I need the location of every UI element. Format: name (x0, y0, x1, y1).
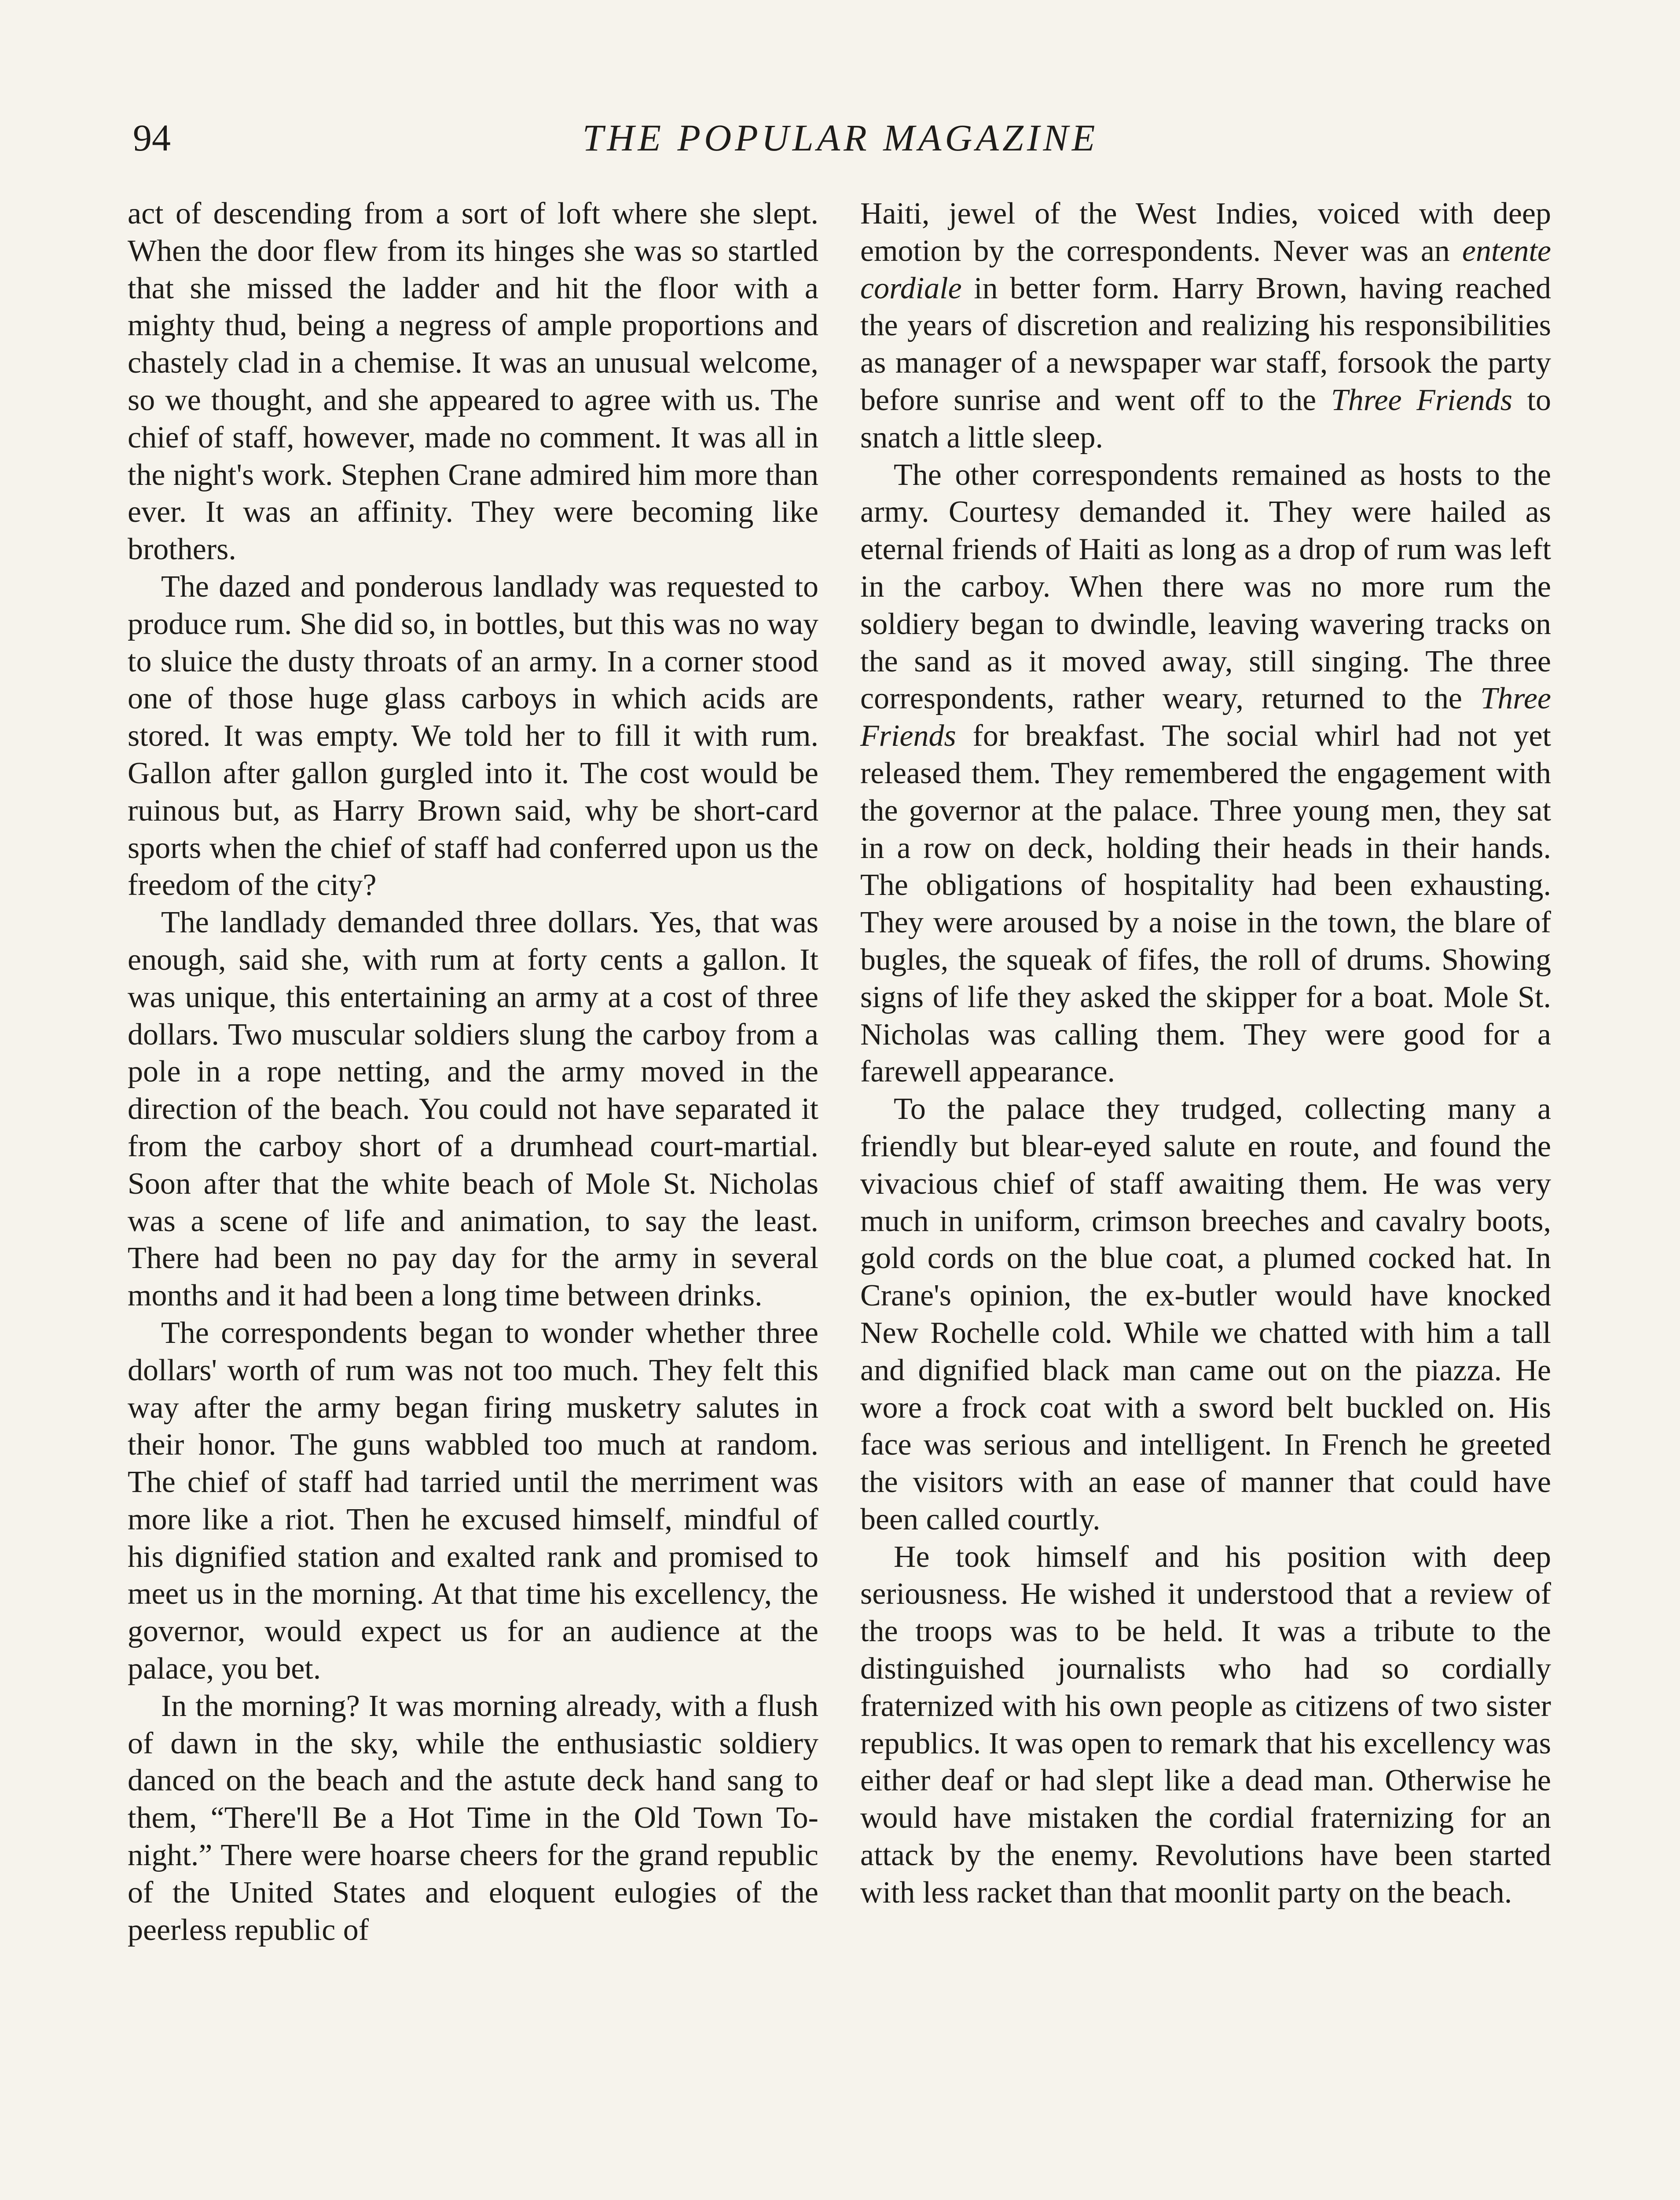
paragraph: The correspondents began to wonder whether three dollars' worth of rum was not too much. They felt this way after the army began firing musketry salutes in their honor. The guns wabbled too much at random. The chief of staff had tarried until the merriment was more like a riot. Then he excused himself, mindful of his dignified station and exalted rank and promised to meet us in the morning. At that time his excellency, the governor, would expect us for an audience at the palace, you bet. (128, 1316, 818, 1686)
italic-phrase: entente cordiale (860, 234, 1551, 305)
paragraph: In the morning? It was morning already, with a flush of dawn in the sky, while the enthusiastic soldiery danced on the beach and the astute deck hand sang to them, “There'll Be a Hot Time in the Old Town To-night.” There were hoarse cheers for the grand republic of the United States and eloquent eulogies of the peerless republic of (128, 1689, 818, 1947)
paragraph (860, 457, 1551, 1091)
text-run: for breakfast. The social whirl had not yet released them. They remembered the engagement with the governor at the palace. Three young men, they sat in a row on deck, holding their heads in their hands. The obligations of hospitality had been exhausting. They were aroused by a noise in the town, the blare of bugles, the squeak of fifes, the roll of drums. Showing signs of life they asked the skipper for a boat. Mole St. Nicholas was calling them. They were good for a farewell appearance. (860, 719, 1551, 1089)
paragraph (860, 195, 1551, 457)
running-title: THE POPULAR MAGAZINE (582, 117, 1099, 159)
paragraph: To the palace they trudged, collecting many a friendly but blear-eyed salute en route, and found the vivacious chief of staff awaiting them. He was very much in uniform, crimson breeches and cavalry boots, gold cords on the blue coat, a plumed cocked hat. In Crane's opinion, the ex-butler would have knocked New Rochelle cold. While we chatted with him a tall and dignified black man came out on the piazza. He wore a frock coat with a sword belt buckled on. His face was serious and intelligent. In French he greeted the visitors with an ease of manner that could have been called courtly. (860, 1092, 1551, 1536)
right-column (860, 195, 1551, 1912)
left-column (128, 195, 818, 1949)
italic-ship-name: Three Friends (860, 682, 1551, 753)
paragraph: act of descending from a sort of loft where she slept. When the door flew from its hinges she was so startled that she missed the ladder and hit the floor with a mighty thud, being a negress of ample proportions and chastely clad in a chemise. It was an unusual welcome, so we thought, and she appeared to agree with us. The chief of staff, however, made no comment. It was all in the night's work. Stephen Crane admired him more than ever. It was an affinity. They were becoming like brothers. (128, 197, 818, 567)
italic-ship-name: Three Friends (1331, 383, 1512, 417)
page-number: 94 (133, 117, 171, 159)
text-run: Haiti, jewel of the West Indies, voiced with deep emotion by the correspondents. Never was an (860, 197, 1551, 268)
text-run: The other correspondents remained as hosts to the army. Courtesy demanded it. They were hailed as eternal friends of Haiti as long as a drop of rum was left in the carboy. When there was no more rum the soldiery began to dwindle, leaving wavering tracks on the sand as it moved away, still singing. The three correspondents, rather weary, returned to the (860, 458, 1551, 716)
text-run: to snatch a little sleep. (860, 383, 1552, 455)
paragraph: The landlady demanded three dollars. Yes, that was enough, said she, with rum at forty cents a gallon. It was unique, this entertaining an army at a cost of three dollars. Two muscular soldiers slung the carboy from a pole in a rope netting, and the army moved in the direction of the beach. You could not have separated it from the carboy short of a drumhead court-martial. Soon after that the white beach of Mole St. Nicholas was a scene of life and animation, to say the least. There had been no pay day for the army in several months and it had been a long time between drinks. (128, 906, 818, 1313)
paragraph: He took himself and his position with deep seriousness. He wished it understood that a review of the troops was to be held. It was a tribute to the distinguished journalists who had so cordially fraternized with his own people as citizens of two sister republics. It was open to remark that his excellency was either deaf or had slept like a dead man. Otherwise he would have mistaken the cordial fraternizing for an attack by the enemy. Revolutions have been started with less racket than that moonlit party on the beach. (860, 1540, 1551, 1910)
paragraph: The dazed and ponderous landlady was requested to produce rum. She did so, in bottles, but this was no way to sluice the dusty throats of an army. In a corner stood one of those huge glass carboys in which acids are stored. It was empty. We told her to fill it with rum. Gallon after gallon gurgled into it. The cost would be ruinous but, as Harry Brown said, why be short-card sports when the chief of staff had conferred upon us the freedom of the city? (128, 569, 818, 902)
page-header (128, 114, 1553, 162)
text-run: in better form. Harry Brown, having reached the years of discretion and realizing his responsibilities as manager of a newspaper war staff, forsook the party before sunrise and went off to the (860, 271, 1551, 417)
